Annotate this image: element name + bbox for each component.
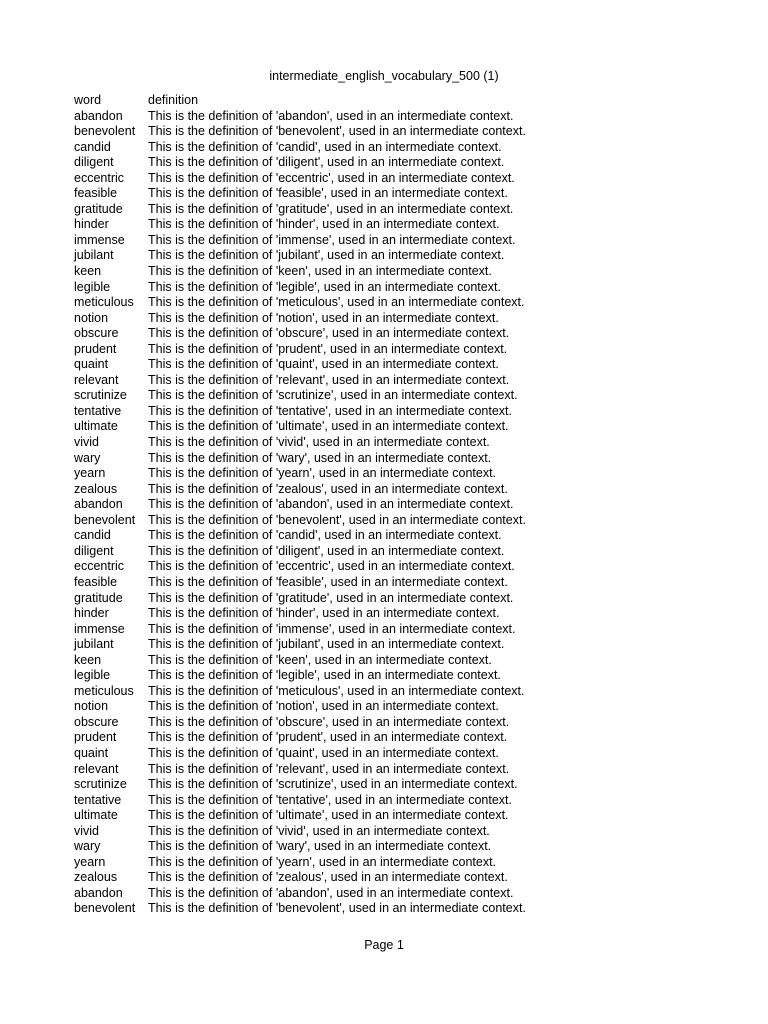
table-row [74,637,526,653]
definition-cell: This is the definition of 'legible', used in an intermediate context. [148,279,501,294]
table-row [74,855,526,871]
definition-cell: This is the definition of 'eccentric', used in an intermediate context. [148,559,515,574]
table-row [74,793,526,809]
word-cell: candid [74,139,111,154]
table-row [74,482,526,498]
table-row [74,295,526,311]
table-row [74,357,526,373]
definition-cell: This is the definition of 'jubilant', used in an intermediate context. [148,248,505,263]
table-row [74,668,526,684]
table-row [74,419,526,435]
word-cell: quaint [74,745,109,760]
word-cell: meticulous [74,295,134,310]
word-cell: jubilant [74,637,114,652]
word-cell: keen [74,652,102,667]
word-cell: ultimate [74,808,118,823]
table-row [74,622,526,638]
word-cell: hinder [74,606,109,621]
table-row [74,777,526,793]
word-cell: eccentric [74,559,125,574]
word-cell: notion [74,310,109,325]
word-cell: vivid [74,435,100,450]
definition-cell: This is the definition of 'tentative', used in an intermediate context. [148,792,513,807]
definition-cell: This is the definition of 'wary', used in an intermediate context. [148,839,492,854]
word-cell: gratitude [74,590,123,605]
definition-cell: This is the definition of 'obscure', used in an intermediate context. [148,326,510,341]
definition-cell: This is the definition of 'immense', used in an intermediate context. [148,232,516,247]
table-row [74,730,526,746]
table-row [74,544,526,560]
definition-cell: This is the definition of 'feasible', used in an intermediate context. [148,186,508,201]
table-row [74,124,526,140]
table-row [74,886,526,902]
definition-cell: This is the definition of 'immense', used in an intermediate context. [148,621,516,636]
word-cell: diligent [74,155,114,170]
word-cell: hinder [74,217,109,232]
definition-cell: This is the definition of 'legible', used in an intermediate context. [148,668,501,683]
definition-cell: This is the definition of 'benevolent', used in an intermediate context. [148,512,526,527]
table-row [74,435,526,451]
word-cell: jubilant [74,248,114,263]
table-row [74,901,526,917]
table-row [74,140,526,156]
table-row [74,280,526,296]
word-cell: eccentric [74,170,125,185]
table-row [74,233,526,249]
definition-cell: This is the definition of 'tentative', used in an intermediate context. [148,403,513,418]
definition-cell: This is the definition of 'vivid', used in an intermediate context. [148,823,490,838]
table-row [74,388,526,404]
table-row [74,451,526,467]
definition-cell: This is the definition of 'yearn', used in an intermediate context. [148,466,497,481]
table-row [74,217,526,233]
word-cell: keen [74,264,102,279]
definition-cell: This is the definition of 'ultimate', used in an intermediate context. [148,419,509,434]
word-cell: prudent [74,730,117,745]
definition-cell: This is the definition of 'abandon', used in an intermediate context. [148,885,514,900]
vocabulary-table [74,93,526,917]
table-row [74,559,526,575]
definition-cell: This is the definition of 'abandon', used in an intermediate context. [148,497,514,512]
word-cell: abandon [74,108,123,123]
word-cell: wary [74,450,101,465]
table-row [74,109,526,125]
definition-cell: This is the definition of 'ultimate', used in an intermediate context. [148,808,509,823]
table-row [74,808,526,824]
word-cell: yearn [74,854,106,869]
definition-cell: This is the definition of 'meticulous', used in an intermediate context. [148,683,525,698]
definition-cell: This is the definition of 'benevolent', used in an intermediate context. [148,124,526,139]
table-header-row [74,93,526,109]
table-row [74,870,526,886]
document-title: intermediate_english_vocabulary_500 (1) [269,69,499,83]
table-row [74,746,526,762]
table-row [74,264,526,280]
definition-cell: This is the definition of 'jubilant', used in an intermediate context. [148,637,505,652]
definition-cell: This is the definition of 'diligent', used in an intermediate context. [148,543,505,558]
word-cell: scrutinize [74,388,127,403]
table-row [74,326,526,342]
word-cell: yearn [74,466,106,481]
definition-cell: This is the definition of 'scrutinize', used in an intermediate context. [148,388,518,403]
table-row [74,373,526,389]
word-cell: immense [74,621,125,636]
definition-cell: This is the definition of 'relevant', used in an intermediate context. [148,372,510,387]
table-row [74,606,526,622]
definition-cell: This is the definition of 'meticulous', used in an intermediate context. [148,295,525,310]
definition-cell: This is the definition of 'abandon', used in an intermediate context. [148,108,514,123]
definition-cell: This is the definition of 'yearn', used in an intermediate context. [148,854,497,869]
table-body [74,109,526,917]
table-row [74,699,526,715]
definition-cell: This is the definition of 'prudent', used in an intermediate context. [148,341,508,356]
definition-cell: This is the definition of 'eccentric', used in an intermediate context. [148,170,515,185]
table-row [74,762,526,778]
word-cell: obscure [74,714,119,729]
word-cell: zealous [74,481,118,496]
definition-cell: This is the definition of 'wary', used in an intermediate context. [148,450,492,465]
word-cell: ultimate [74,419,118,434]
table-row [74,186,526,202]
word-cell: diligent [74,543,114,558]
word-cell: immense [74,232,125,247]
definition-cell: This is the definition of 'benevolent', used in an intermediate context. [148,901,526,916]
word-cell: benevolent [74,512,136,527]
definition-cell: This is the definition of 'diligent', used in an intermediate context. [148,155,505,170]
definition-cell: This is the definition of 'feasible', used in an intermediate context. [148,574,508,589]
word-cell: scrutinize [74,777,127,792]
definition-cell: This is the definition of 'gratitude', used in an intermediate context. [148,590,514,605]
table-row [74,404,526,420]
definition-cell: This is the definition of 'keen', used in an intermediate context. [148,264,492,279]
table-row [74,342,526,358]
table-row [74,715,526,731]
definition-cell: This is the definition of 'prudent', used in an intermediate context. [148,730,508,745]
definition-cell: This is the definition of 'notion', used in an intermediate context. [148,310,499,325]
table-row [74,248,526,264]
word-cell: abandon [74,885,123,900]
word-cell: prudent [74,341,117,356]
word-cell: relevant [74,761,119,776]
word-cell: relevant [74,372,119,387]
word-cell: zealous [74,870,118,885]
word-cell: tentative [74,792,122,807]
definition-cell: This is the definition of 'vivid', used in an intermediate context. [148,435,490,450]
word-cell: obscure [74,326,119,341]
definition-cell: This is the definition of 'quaint', used in an intermediate context. [148,745,499,760]
definition-cell: This is the definition of 'zealous', used in an intermediate context. [148,870,508,885]
table-row [74,171,526,187]
table-row [74,591,526,607]
definition-cell: This is the definition of 'relevant', used in an intermediate context. [148,761,510,776]
word-cell: gratitude [74,201,123,216]
definition-cell: This is the definition of 'zealous', used in an intermediate context. [148,481,508,496]
table-row [74,466,526,482]
table-row [74,653,526,669]
header-definition: definition [148,93,199,107]
word-cell: quaint [74,357,109,372]
table-row [74,824,526,840]
word-cell: tentative [74,403,122,418]
definition-cell: This is the definition of 'hinder', used in an intermediate context. [148,606,500,621]
header-word: word [74,93,102,107]
table-row [74,684,526,700]
word-cell: legible [74,279,111,294]
word-cell: benevolent [74,124,136,139]
word-cell: feasible [74,186,118,201]
table-row [74,528,526,544]
word-cell: abandon [74,497,123,512]
word-cell: wary [74,839,101,854]
table-row [74,311,526,327]
table-row [74,202,526,218]
definition-cell: This is the definition of 'notion', used in an intermediate context. [148,699,499,714]
table-row [74,575,526,591]
table-row [74,513,526,529]
definition-cell: This is the definition of 'quaint', used in an intermediate context. [148,357,499,372]
definition-cell: This is the definition of 'candid', used in an intermediate context. [148,139,502,154]
definition-cell: This is the definition of 'scrutinize', used in an intermediate context. [148,777,518,792]
word-cell: vivid [74,823,100,838]
page-number: Page 1 [364,938,404,952]
word-cell: candid [74,528,111,543]
word-cell: benevolent [74,901,136,916]
definition-cell: This is the definition of 'keen', used in an intermediate context. [148,652,492,667]
definition-cell: This is the definition of 'obscure', used in an intermediate context. [148,714,510,729]
table-row [74,155,526,171]
definition-cell: This is the definition of 'hinder', used in an intermediate context. [148,217,500,232]
definition-cell: This is the definition of 'gratitude', used in an intermediate context. [148,201,514,216]
word-cell: legible [74,668,111,683]
table-row [74,497,526,513]
word-cell: notion [74,699,109,714]
definition-cell: This is the definition of 'candid', used in an intermediate context. [148,528,502,543]
word-cell: meticulous [74,683,134,698]
word-cell: feasible [74,574,118,589]
table-row [74,839,526,855]
